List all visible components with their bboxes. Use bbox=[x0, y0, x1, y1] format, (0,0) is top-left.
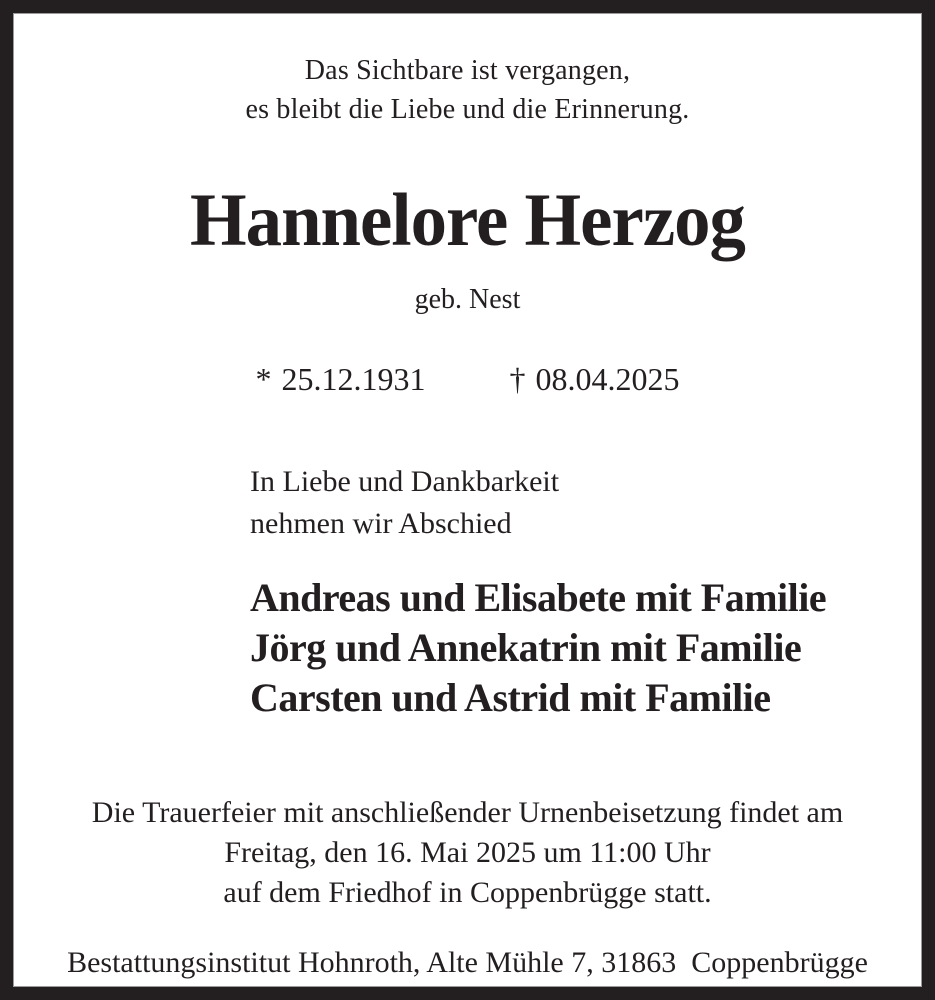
death-date-value: 08.04.2025 bbox=[535, 361, 680, 397]
death-cross-symbol: † bbox=[509, 361, 526, 397]
birth-date bbox=[256, 359, 426, 399]
service-line-3: auf dem Friedhof in Coppenbrügge statt. bbox=[223, 876, 712, 909]
farewell-line-1: In Liebe und Dankbarkeit bbox=[250, 465, 560, 498]
maiden-name: geb. Nest bbox=[414, 284, 521, 315]
service-info bbox=[13, 793, 922, 913]
obituary-card bbox=[13, 13, 922, 987]
mourner-line: Andreas und Elisabete mit Familie bbox=[250, 575, 827, 620]
death-date bbox=[510, 359, 680, 399]
life-dates bbox=[13, 359, 922, 399]
farewell-line-2: nehmen wir Abschied bbox=[250, 507, 512, 540]
epigraph-line-1: Das Sichtbare ist vergangen, bbox=[304, 55, 631, 86]
birth-date-value: 25.12.1931 bbox=[281, 361, 426, 397]
mourners-list bbox=[13, 573, 922, 723]
funeral-home-line: Bestattungsinstitut Hohnroth, Alte Mühle 7, 31863 Coppenbrügge bbox=[67, 946, 868, 979]
service-line-1: Die Trauerfeier mit anschließender Urnenbeisetzung findet am bbox=[91, 796, 844, 829]
birth-star-symbol: * bbox=[255, 361, 272, 397]
farewell-text bbox=[13, 461, 922, 545]
epigraph-line-2: es bleibt die Liebe und die Erinnerung. bbox=[245, 94, 690, 125]
deceased-name: Hannelore Herzog bbox=[190, 179, 745, 262]
service-line-2: Freitag, den 16. Mai 2025 um 11:00 Uhr bbox=[224, 836, 711, 869]
mourner-line: Jörg und Annekatrin mit Familie bbox=[250, 625, 802, 670]
mourner-line: Carsten und Astrid mit Familie bbox=[250, 675, 771, 720]
epigraph bbox=[13, 51, 922, 129]
